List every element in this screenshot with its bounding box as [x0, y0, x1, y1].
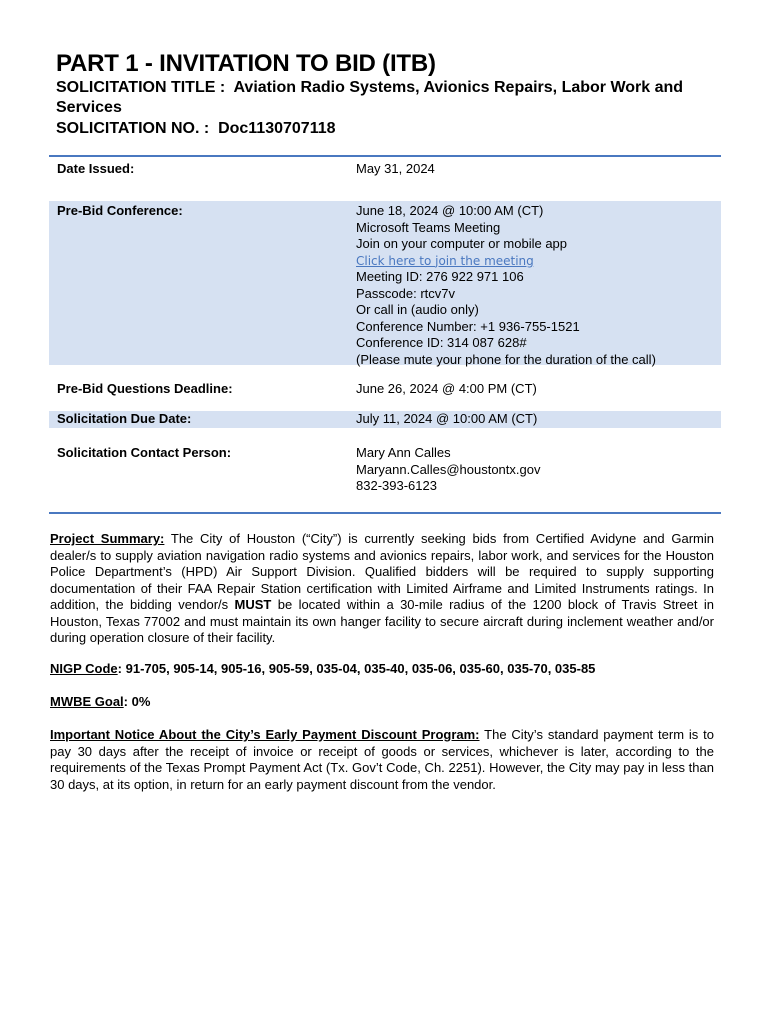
questions-deadline-value: June 26, 2024 @ 4:00 PM (CT) [356, 381, 537, 396]
questions-deadline-label: Pre-Bid Questions Deadline: [57, 381, 233, 396]
solicitation-number-label: SOLICITATION NO. : [56, 120, 210, 137]
meeting-passcode: Passcode: rtcv7v [356, 285, 455, 301]
row-pre-bid-conference [49, 201, 721, 365]
due-date-value: July 11, 2024 @ 10:00 AM (CT) [356, 411, 538, 426]
early-payment-notice [50, 727, 714, 793]
solicitation-title-label: SOLICITATION TITLE : [56, 79, 226, 96]
pre-bid-conference-label: Pre-Bid Conference: [57, 203, 183, 218]
row-date-issued [49, 157, 721, 201]
project-summary [50, 531, 714, 647]
early-payment-notice-text: The City’s standard payment term is to pay 30 days after the receipt of invoice or receipt of goods or services, whichever is later, according to the requirements of the Texas Prompt Payment Act (Tx. Gov’t Code, Ch. 2251). However, the City may pay in less than 30 days, at its option, in return for an early payment discount from the vendor. [50, 727, 715, 792]
page-title: PART 1 - INVITATION TO BID (ITB) [56, 50, 436, 77]
project-summary-text-1: The City of Houston (“City”) is currently seeking bids from Certified Avidyne and Garmin dealer/s to supply aviation navigation radio systems and avionics repairs, labor work, and services for the Houston Police Department’s (HPD) Air Support Division. Qualified bidders will be required to supply supporting documentation of their FAA Repair Station certification with Limited Airframe and Limited Instruments ratings. In addition, the bidding vendor/s [50, 531, 715, 612]
mwbe-goal [50, 694, 714, 711]
contact-person-label: Solicitation Contact Person: [57, 445, 232, 460]
conference-platform: Microsoft Teams Meeting [356, 219, 501, 235]
solicitation-title-value: Aviation Radio Systems, Avionics Repairs, Labor Work and Services [56, 79, 684, 116]
mwbe-goal-label: MWBE Goal [50, 694, 124, 709]
call-in-note: Or call in (audio only) [356, 302, 479, 317]
nigp-code [50, 661, 714, 678]
project-summary-must: MUST [234, 597, 272, 612]
contact-name: Mary Ann Calles [356, 445, 451, 460]
conference-number: Conference Number: +1 936-755-1521 [356, 318, 580, 334]
row-contact-person [49, 428, 721, 514]
due-date-label: Solicitation Due Date: [57, 411, 192, 426]
contact-email: Maryann.Calles@houstontx.gov [356, 461, 541, 477]
solicitation-number-value: Doc1130707118 [218, 120, 336, 137]
conference-join-instructions: Join on your computer or mobile app [356, 236, 568, 251]
solicitation-title [56, 78, 724, 118]
row-questions-deadline [49, 365, 721, 415]
conference-datetime: June 18, 2024 @ 10:00 AM (CT) [356, 203, 544, 218]
mwbe-goal-value: : 0% [123, 694, 151, 709]
early-payment-notice-label: Important Notice About the City’s Early Payment Discount Program: [50, 727, 480, 742]
pre-bid-conference-value [356, 203, 721, 365]
contact-person-value [356, 445, 721, 512]
nigp-code-value: : 91-705, 905-14, 905-16, 905-59, 035-04, 035-40, 035-06, 035-60, 035-70, 035-85 [117, 661, 596, 676]
meeting-id: Meeting ID: 276 922 971 106 [356, 269, 524, 284]
solicitation-info-table [49, 155, 721, 514]
date-issued-value: May 31, 2024 [356, 161, 435, 176]
row-due-date [49, 411, 721, 428]
contact-phone: 832-393-6123 [356, 478, 437, 493]
project-summary-label: Project Summary: [50, 531, 165, 546]
mute-note: (Please mute your phone for the duration of the call) [356, 351, 656, 367]
join-meeting-link[interactable]: Click here to join the meeting [356, 253, 534, 268]
solicitation-number [56, 119, 724, 139]
nigp-code-label: NIGP Code [50, 661, 118, 676]
date-issued-label: Date Issued: [57, 161, 135, 176]
project-summary-text-2: be located within a 30-mile radius of the 1200 block of Travis Street in Houston, Texas 77002 and must maintain its own hanger facility to secure aircraft during inclement weather and/or during operation closure of their facility. [50, 597, 714, 645]
conference-id: Conference ID: 314 087 628# [356, 335, 527, 350]
